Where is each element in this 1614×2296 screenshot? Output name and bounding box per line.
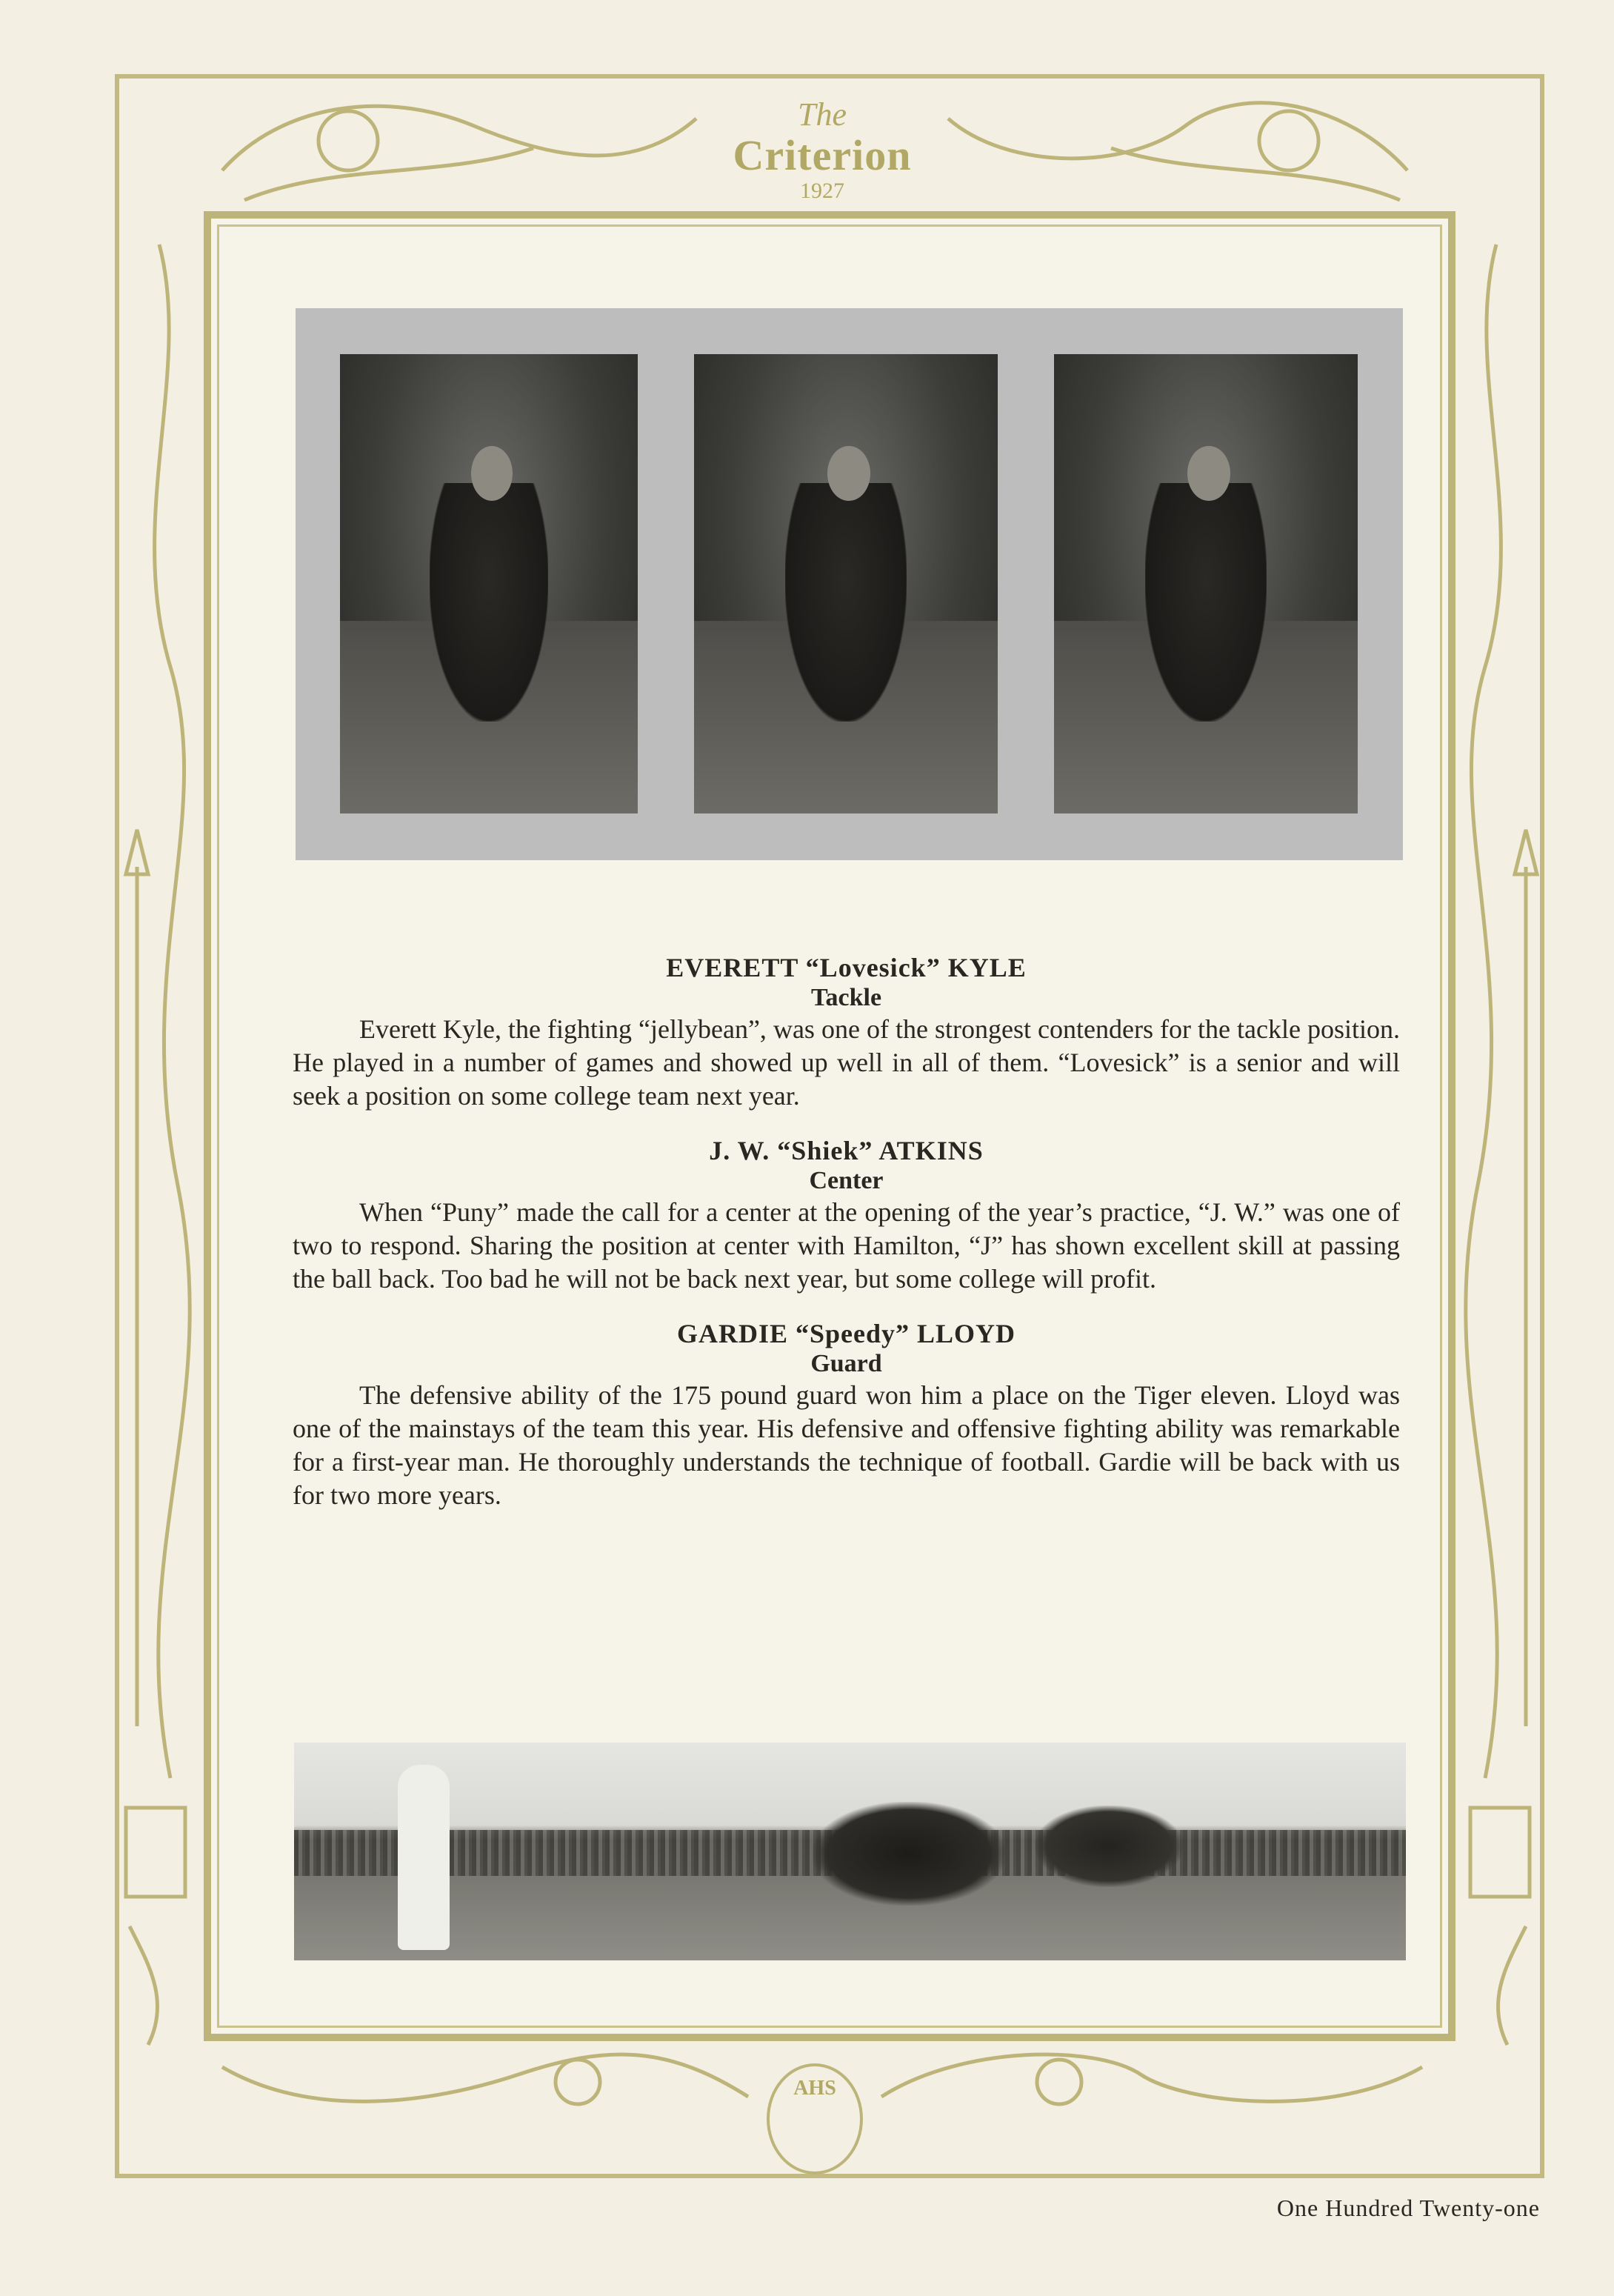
player-name: GARDIE “Speedy” LLOYD — [676, 1319, 1016, 1348]
player-bios — [293, 952, 1400, 1534]
player-position: Center — [809, 1167, 884, 1194]
player-portraits-panel — [296, 308, 1403, 860]
player-entry — [293, 1318, 1400, 1512]
player-entry — [293, 1135, 1400, 1296]
yearbook-masthead — [696, 96, 948, 222]
page-number: One Hundred Twenty-one — [1276, 2194, 1540, 2221]
school-seal — [767, 2063, 863, 2174]
masthead-year: 1927 — [800, 179, 844, 203]
player-position: Guard — [810, 1350, 882, 1377]
player-entry — [293, 952, 1400, 1113]
masthead-title: Criterion — [733, 131, 912, 179]
player-position: Tackle — [810, 984, 882, 1011]
portrait-lloyd — [1054, 354, 1358, 813]
player-name: EVERETT “Lovesick” KYLE — [666, 953, 1027, 982]
seal-text: AHS — [793, 2077, 836, 2100]
game-action-photo — [294, 1743, 1406, 1960]
player-bio: The defensive ability of the 175 pound guard won him a place on the Tiger eleven. Lloyd was one of the mainstays of the team this year. His defensive and offensive fighting ability was remarkable for a first-year man. He thoroughly understands the technique of football. Gardie will be back with us for two more years. — [293, 1380, 1400, 1510]
player-bio: Everett Kyle, the fighting “jellybean”, was one of the strongest contenders for the tackle position. He played in a number of games and showed up well in all of them. “Lovesick” is a senior and will seek a position on some college team next year. — [293, 1014, 1400, 1111]
masthead-the: The — [798, 96, 847, 133]
player-bio: When “Puny” made the call for a center at the opening of the year’s practice, “J. W.” was one of two to respond. Sharing the position at center with Hamilton, “J” has shown excellent skill at passing the ball back. Too bad he will not be back next year, but some college will profit. — [293, 1197, 1400, 1294]
portrait-kyle — [340, 354, 638, 813]
portrait-atkins — [694, 354, 998, 813]
player-name: J. W. “Shiek” ATKINS — [709, 1136, 984, 1165]
